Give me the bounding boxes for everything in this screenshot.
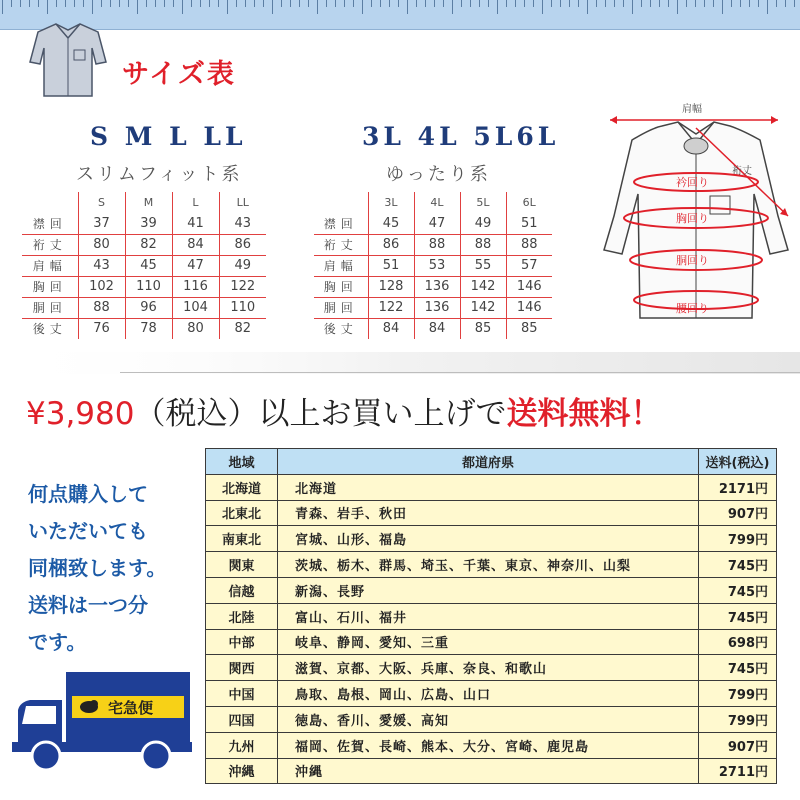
diagram-hip-label: 腰回り: [676, 302, 709, 315]
size-value: 80: [78, 234, 125, 255]
ruler-tick: [578, 0, 579, 7]
region-cell: 中部: [206, 629, 278, 655]
ruler-tick: [524, 0, 525, 7]
ruler-tick: [506, 0, 507, 7]
ruler-tick: [380, 0, 381, 7]
ruler-tick: [272, 0, 273, 14]
ruler-tick: [470, 0, 471, 7]
ruler-tick: [362, 0, 363, 14]
size-value: 51: [368, 255, 414, 276]
prefectures-cell: 鳥取、島根、岡山、広島、山口: [278, 681, 699, 707]
size-value: 51: [506, 213, 552, 234]
ruler-tick: [119, 0, 120, 7]
fee-cell: 745円: [699, 552, 777, 578]
size-value: 86: [368, 234, 414, 255]
ruler-tick: [542, 0, 543, 14]
shipping-row: [206, 526, 777, 552]
size-row: [22, 297, 266, 318]
ruler-tick: [677, 0, 678, 14]
region-cell: 南東北: [206, 526, 278, 552]
measurement-label: 襟回: [323, 216, 358, 231]
measurement-label: 胴回: [22, 297, 78, 318]
measurement-label: 後丈: [314, 318, 368, 339]
shipping-row: [206, 629, 777, 655]
ruler-tick: [740, 0, 741, 7]
size-value: 76: [78, 318, 125, 339]
diagram-sleeve-label: 裄丈: [732, 166, 752, 177]
ruler-tick: [65, 0, 66, 7]
ruler-tick: [515, 0, 516, 7]
ruler-tick: [533, 0, 534, 7]
size-value: 136: [414, 276, 460, 297]
ruler-tick: [11, 0, 12, 7]
size-col-header: 5L: [460, 192, 506, 213]
slim-size-table: [22, 192, 266, 339]
size-row: [314, 318, 552, 339]
ruler-tick: [722, 0, 723, 14]
size-row: [22, 234, 266, 255]
size-col-header: 4L: [414, 192, 460, 213]
fee-cell: 2711円: [699, 758, 777, 784]
promo-condition: （税込）以上お買い上げで: [134, 396, 507, 432]
ruler-tick: [569, 0, 570, 7]
diagram-chest-label: 胸回り: [676, 212, 709, 225]
section-divider: [0, 352, 800, 374]
ruler-tick: [56, 0, 57, 7]
size-value: 49: [460, 213, 506, 234]
ruler-tick: [236, 0, 237, 7]
fee-cell: 799円: [699, 681, 777, 707]
size-row: [22, 276, 266, 297]
ruler-tick: [38, 0, 39, 7]
size-value: 142: [460, 276, 506, 297]
size-value: 85: [460, 318, 506, 339]
ruler-tick: [632, 0, 633, 14]
prefectures-cell: 北海道: [278, 474, 699, 500]
ruler-tick: [110, 0, 111, 7]
ruler-tick: [281, 0, 282, 7]
measurement-label: 裄丈: [22, 234, 78, 255]
ruler-tick: [749, 0, 750, 7]
prefectures-cell: 富山、石川、福井: [278, 603, 699, 629]
ruler-tick: [461, 0, 462, 7]
prefectures-cell: 沖縄: [278, 758, 699, 784]
size-col-header: L: [172, 192, 219, 213]
measurement-label: 胸回: [22, 276, 78, 297]
size-value: 136: [414, 297, 460, 318]
ruler-tick: [443, 0, 444, 7]
prefectures-cell: 岐阜、静岡、愛知、三重: [278, 629, 699, 655]
fee-cell: 745円: [699, 577, 777, 603]
ruler-tick: [209, 0, 210, 7]
size-value: 110: [125, 276, 172, 297]
ruler-tick: [137, 0, 138, 14]
loose-size-table: [314, 192, 552, 339]
size-col-header: 6L: [506, 192, 552, 213]
size-value: 88: [506, 234, 552, 255]
ruler-tick: [614, 0, 615, 7]
size-value: 88: [78, 297, 125, 318]
shipping-row: [206, 681, 777, 707]
ruler-tick: [641, 0, 642, 7]
prefectures-cell: 宮城、山形、福島: [278, 526, 699, 552]
size-value: 78: [125, 318, 172, 339]
ruler-tick: [2, 0, 3, 14]
size-row: [314, 276, 552, 297]
fee-cell: 907円: [699, 732, 777, 758]
ruler-tick: [83, 0, 84, 7]
size-value: 84: [368, 318, 414, 339]
size-value: 88: [460, 234, 506, 255]
ruler-tick: [101, 0, 102, 7]
ruler-tick: [425, 0, 426, 7]
ruler-tick: [254, 0, 255, 7]
prefectures-cell: 福岡、佐賀、長崎、熊本、大分、宮崎、鹿児島: [278, 732, 699, 758]
size-value: 43: [219, 213, 266, 234]
fee-cell: 745円: [699, 655, 777, 681]
ruler-tick: [74, 0, 75, 7]
delivery-truck-icon: [12, 666, 192, 776]
shirt-measurement-diagram: [592, 98, 800, 336]
measurement-label: 肩幅: [22, 255, 78, 276]
loose-subheading: ゆったり系: [386, 164, 491, 185]
size-row: [22, 318, 266, 339]
ruler-tick: [758, 0, 759, 7]
ruler-tick: [452, 0, 453, 14]
size-value: 47: [172, 255, 219, 276]
ruler-tick: [731, 0, 732, 7]
size-col-header: M: [125, 192, 172, 213]
page-title: サイズ表: [122, 59, 236, 90]
diagram-shoulder-label: 肩幅: [682, 104, 702, 115]
size-value: 39: [125, 213, 172, 234]
size-value: 110: [219, 297, 266, 318]
ruler-tick: [218, 0, 219, 7]
ruler-tick: [353, 0, 354, 7]
diagram-collar-label: 衿回り: [676, 176, 709, 189]
ruler-tick: [686, 0, 687, 7]
ruler-tick: [227, 0, 228, 14]
note-line: 何点購入して: [28, 482, 148, 506]
ruler-tick: [173, 0, 174, 7]
ruler-tick: [479, 0, 480, 7]
size-row: [314, 255, 552, 276]
ruler-tick: [308, 0, 309, 7]
size-value: 86: [219, 234, 266, 255]
slim-subheading: スリムフィット系: [76, 164, 243, 185]
promo-price: ¥3,980: [26, 396, 135, 432]
size-value: 45: [125, 255, 172, 276]
size-value: 88: [414, 234, 460, 255]
ruler-tick: [704, 0, 705, 7]
ruler-tick: [317, 0, 318, 14]
ruler-tick: [623, 0, 624, 7]
promo-free-shipping: 送料無料！: [506, 396, 662, 432]
ruler-tick: [191, 0, 192, 7]
size-value: 49: [219, 255, 266, 276]
ruler-tick: [596, 0, 597, 7]
ruler-tick: [155, 0, 156, 7]
size-value: 84: [414, 318, 460, 339]
ruler-tick: [659, 0, 660, 7]
region-cell: 中国: [206, 681, 278, 707]
ruler-tick: [497, 0, 498, 14]
size-col-header: S: [78, 192, 125, 213]
size-value: 47: [414, 213, 460, 234]
prefectures-cell: 徳島、香川、愛媛、高知: [278, 706, 699, 732]
measurement-label: 肩幅: [314, 255, 368, 276]
size-value: 41: [172, 213, 219, 234]
ruler-tick: [398, 0, 399, 7]
region-cell: 関東: [206, 552, 278, 578]
ruler-tick: [650, 0, 651, 7]
measurement-label: 襟回: [32, 216, 67, 231]
ruler-tick: [668, 0, 669, 7]
prefectures-cell: 新潟、長野: [278, 577, 699, 603]
ruler-tick: [416, 0, 417, 7]
size-value: 128: [368, 276, 414, 297]
shirt-icon: [28, 18, 108, 98]
ruler-tick: [335, 0, 336, 7]
size-col-header: LL: [219, 192, 266, 213]
size-value: 85: [506, 318, 552, 339]
diagram-waist-label: 胴回り: [676, 254, 709, 267]
fee-cell: 799円: [699, 706, 777, 732]
size-value: 116: [172, 276, 219, 297]
fee-cell: 745円: [699, 603, 777, 629]
size-value: 57: [506, 255, 552, 276]
size-value: 122: [368, 297, 414, 318]
size-value: 104: [172, 297, 219, 318]
size-row: [314, 234, 552, 255]
measurement-label: 胴回: [314, 297, 368, 318]
size-col-header: 3L: [368, 192, 414, 213]
col-header-region: 地域: [206, 449, 278, 475]
ruler-tick: [128, 0, 129, 7]
fee-cell: 799円: [699, 526, 777, 552]
ruler-tick: [407, 0, 408, 14]
measurement-label: 胸回: [314, 276, 368, 297]
ruler-tick: [695, 0, 696, 7]
ruler-tick: [146, 0, 147, 7]
size-row: [314, 297, 552, 318]
size-value: 142: [460, 297, 506, 318]
note-line: いただいても: [28, 519, 148, 543]
ruler-tick: [299, 0, 300, 7]
ruler-tick: [605, 0, 606, 7]
ruler-tick: [200, 0, 201, 7]
fee-cell: 698円: [699, 629, 777, 655]
size-value: 96: [125, 297, 172, 318]
prefectures-cell: 滋賀、京都、大阪、兵庫、奈良、和歌山: [278, 655, 699, 681]
size-value: 45: [368, 213, 414, 234]
size-value: 55: [460, 255, 506, 276]
ruler-tick: [794, 0, 795, 7]
region-cell: 沖縄: [206, 758, 278, 784]
ruler-tick: [488, 0, 489, 7]
ruler-tick: [587, 0, 588, 14]
shipping-row: [206, 706, 777, 732]
prefectures-cell: 茨城、栃木、群馬、埼玉、千葉、東京、神奈川、山梨: [278, 552, 699, 578]
shipping-row: [206, 603, 777, 629]
slim-heading: S M L LL: [90, 122, 247, 151]
ruler-tick: [713, 0, 714, 7]
ruler-tick: [263, 0, 264, 7]
ruler-tick: [371, 0, 372, 7]
size-value: 43: [78, 255, 125, 276]
ruler-tick: [389, 0, 390, 7]
size-value: 146: [506, 297, 552, 318]
size-value: 37: [78, 213, 125, 234]
ruler-tick: [344, 0, 345, 7]
col-header-fee: 送料(税込): [699, 449, 777, 475]
prefectures-cell: 青森、岩手、秋田: [278, 500, 699, 526]
ruler-tick: [767, 0, 768, 14]
region-cell: 北東北: [206, 500, 278, 526]
bundle-shipping-note: [28, 476, 208, 661]
size-row: [314, 213, 552, 234]
region-cell: 信越: [206, 577, 278, 603]
size-value: 122: [219, 276, 266, 297]
region-cell: 関西: [206, 655, 278, 681]
region-cell: 九州: [206, 732, 278, 758]
size-value: 84: [172, 234, 219, 255]
ruler-tick: [164, 0, 165, 7]
fee-cell: 2171円: [699, 474, 777, 500]
loose-heading: 3L 4L 5L6L: [362, 122, 560, 151]
ruler-tick: [785, 0, 786, 7]
ruler-tick: [776, 0, 777, 7]
size-value: 146: [506, 276, 552, 297]
truck-label: 宅急便: [108, 699, 154, 717]
size-value: 82: [219, 318, 266, 339]
measurement-label: 後丈: [22, 318, 78, 339]
note-line: です。: [28, 630, 87, 654]
divider-line: [120, 372, 800, 373]
size-value: 53: [414, 255, 460, 276]
note-line: 送料は一つ分: [28, 593, 148, 617]
size-value: 82: [125, 234, 172, 255]
ruler-tick: [29, 0, 30, 7]
size-row: [22, 255, 266, 276]
shipping-row: [206, 732, 777, 758]
ruler-tick: [245, 0, 246, 7]
size-value: 102: [78, 276, 125, 297]
ruler-tick: [182, 0, 183, 14]
shipping-row: [206, 758, 777, 784]
ruler-tick: [434, 0, 435, 7]
ruler-tick: [326, 0, 327, 7]
size-value: 80: [172, 318, 219, 339]
region-cell: 四国: [206, 706, 278, 732]
shipping-row: [206, 577, 777, 603]
note-line: 同梱致します。: [28, 556, 167, 580]
region-cell: 北海道: [206, 474, 278, 500]
ruler-tick: [47, 0, 48, 14]
ruler-tick: [560, 0, 561, 7]
fee-cell: 907円: [699, 500, 777, 526]
size-row: [22, 213, 266, 234]
ruler-band: [0, 0, 800, 30]
measurement-label: 裄丈: [314, 234, 368, 255]
shipping-row: [206, 655, 777, 681]
free-shipping-banner: [26, 388, 661, 433]
ruler-tick: [20, 0, 21, 7]
ruler-tick: [551, 0, 552, 7]
region-cell: 北陸: [206, 603, 278, 629]
shipping-fee-table: [205, 448, 777, 784]
ruler-tick: [92, 0, 93, 14]
shipping-row: [206, 474, 777, 500]
shipping-row: [206, 552, 777, 578]
col-header-prefectures: 都道府県: [278, 449, 699, 475]
shipping-row: [206, 500, 777, 526]
ruler-tick: [290, 0, 291, 7]
